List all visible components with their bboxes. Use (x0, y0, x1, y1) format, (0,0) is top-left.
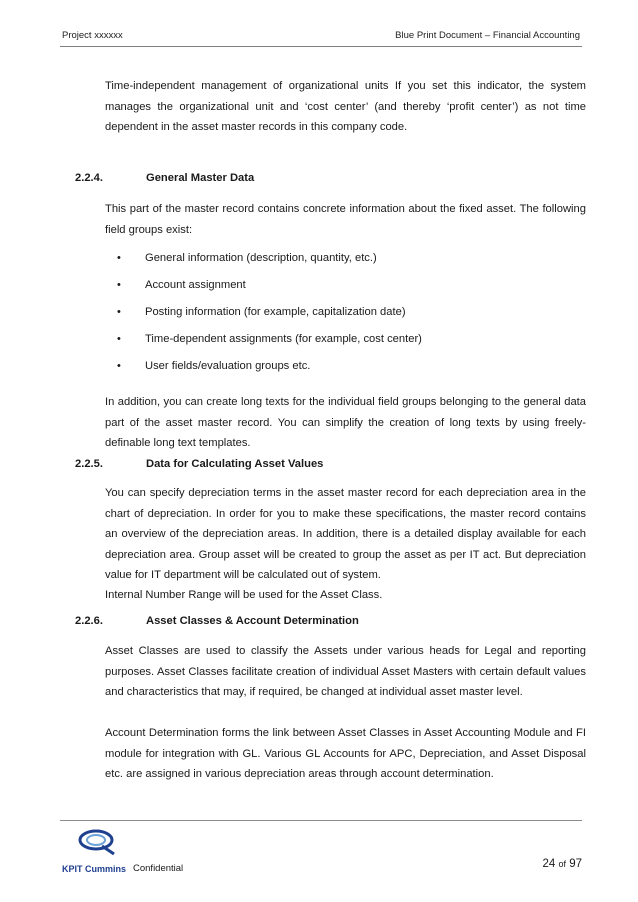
bullet-icon: • (117, 333, 121, 345)
confidential-label: Confidential (133, 863, 184, 874)
general-master-data-closing: In addition, you can create long texts for the individual field groups belonging to the general data part of the asset master record. You can simplify the creation of long texts by using freely-definable long text templates. (105, 396, 586, 449)
asset-classes-paragraph: Asset Classes are used to classify the Assets under various heads for Legal and reporting purposes. Asset Classes facilitate creation of individual Asset Masters with certain default values and characteristics that may, if required, be changed at individual asset master level. (105, 645, 586, 698)
kpit-logo-icon (62, 826, 134, 874)
list-item: • Posting information (for example, capitalization date) (105, 302, 586, 329)
list-item: • Account assignment (105, 275, 586, 302)
bullet-icon: • (117, 360, 121, 372)
section-title: Asset Classes & Account Determination (146, 615, 359, 627)
section-title: General Master Data (146, 172, 255, 184)
logo-wordmark: KPIT Cummins (62, 864, 127, 874)
general-master-data-lead: This part of the master record contains concrete information about the fixed asset. The following field groups exist: (105, 203, 586, 236)
intro-paragraph: Time-independent management of organizational units If you set this indicator, the system manages the organizational unit and ‘cost center’ (and thereby ‘profit center’) as not time dependent in the asset master records in this company code. (105, 80, 586, 133)
header-divider (60, 46, 582, 47)
asset-values-paragraph: You can specify depreciation terms in the asset master record for each depreciation area in the chart of depreciation. In order for you to make these specifications, the master record contains an overview of the depreciation areas. In addition, there is a detailed display available for each depreciation area. Group asset will be created to group the asset as per IT act. But depreciation value for IT department will be calculated out of system. (105, 487, 586, 581)
header-doc-title: Blue Print Document – Financial Accounting (395, 30, 580, 41)
account-determination-paragraph: Account Determination forms the link between Asset Classes in Asset Accounting Module and FI module for integration with GL. Various GL Accounts for APC, Depreciation, and Asset Disposal etc. are assigned in various depreciation areas through account determination. (105, 727, 586, 780)
list-item: • User fields/evaluation groups etc. (105, 356, 586, 383)
page-number (542, 858, 582, 870)
page-of: of (558, 859, 566, 869)
section-number: 2.2.5. (75, 458, 103, 470)
bullet-icon: • (117, 279, 121, 291)
field-groups-list (105, 248, 586, 383)
header-project: Project xxxxxx (62, 30, 123, 41)
list-item: • Time-dependent assignments (for example, cost center) (105, 329, 586, 356)
list-item: • General information (description, quantity, etc.) (105, 248, 586, 275)
number-range-paragraph: Internal Number Range will be used for the Asset Class. (105, 589, 383, 601)
page-current: 24 (542, 858, 556, 870)
section-title: Data for Calculating Asset Values (146, 458, 324, 470)
bullet-icon: • (117, 306, 121, 318)
kpit-cummins-logo (62, 826, 134, 874)
section-number: 2.2.4. (75, 172, 103, 184)
section-number: 2.2.6. (75, 615, 103, 627)
page-total: 97 (569, 858, 582, 870)
bullet-icon: • (117, 252, 121, 264)
footer-divider (60, 820, 582, 821)
